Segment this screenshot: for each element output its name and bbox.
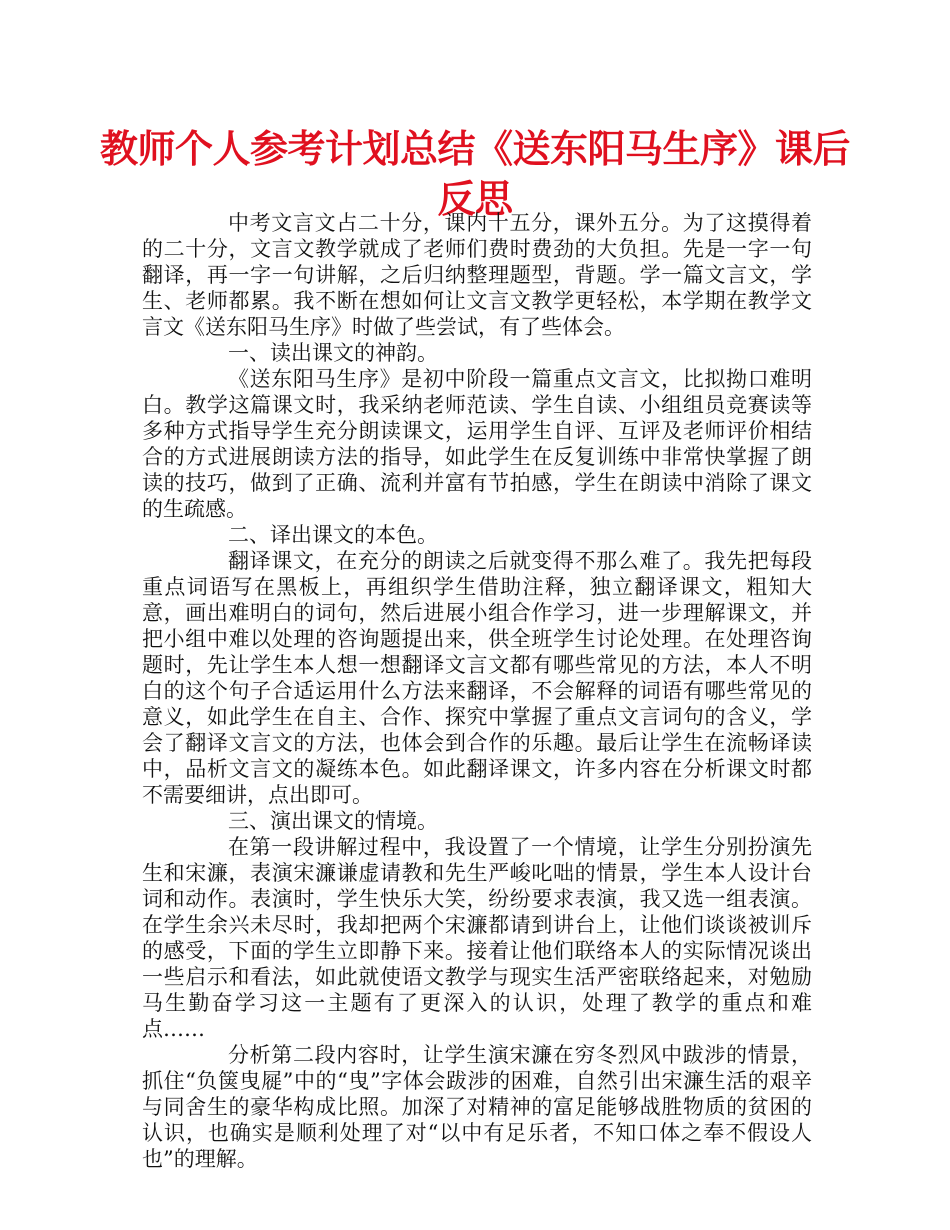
section-heading-1: 一、读出课文的神韵。 xyxy=(228,341,438,365)
document-title: 教师个人参考计划总结《送东阳马生序》课后反思 xyxy=(100,127,851,221)
section-heading-3: 三、演出课文的情境。 xyxy=(228,809,438,833)
paragraph-intro: 中考文言文占二十分，课内十五分，课外五分。为了这摸得着的二十分，文言文教学就成了老师们费时费劲的大负担。先是一字一句翻译，再一字一句讲解，之后归纳整理题型，背题。学一篇文言文，学生、老师都累。我不断在想如何让文言文教学更轻松，本学期在教学文言文《送东阳马生序》时做了些尝试，有了些体会。 xyxy=(142,211,812,339)
paragraph-section-2: 翻译课文，在充分的朗读之后就变得不那么难了。我先把每段重点词语写在黑板上，再组织学生借助注释，独立翻译课文，粗知大意，画出难明白的词句，然后进展小组合作学习，进一步理解课文，并把小组中难以处理的咨询题提出来，供全班学生讨论处理。在处理咨询题时，先让学生本人想一想翻译文言文都有哪些常见的方法，本人不明白的这个句子合适运用什么方法来翻译，不会解释的词语有哪些常见的意义，如此学生在自主、合作、探究中掌握了重点文言词句的含义，学会了翻译文言文的方法，也体会到合作的乐趣。最后让学生在流畅译读中，品析文言文的凝练本色。如此翻译课文，许多内容在分析课文时都不需要细讲，点出即可。 xyxy=(142,549,812,807)
document-body xyxy=(142,210,812,1172)
paragraph-section-3b: 分析第二段内容时，让学生演宋濂在穷冬烈风中跋涉的情景，抓住“负箧曳屣”中的“曳”字体会跋涉的困难，自然引出宋濂生活的艰辛与同舍生的豪华构成比照。加深了对精神的富足能够战胜物质的贫困的认识，也确实是顺利处理了对“以中有足乐者，不知口体之奉不假设人也”的理解。 xyxy=(142,1043,812,1171)
paragraph-section-1: 《送东阳马生序》是初中阶段一篇重点文言文，比拟拗口难明白。教学这篇课文时，我采纳老师范读、学生自读、小组组员竞赛读等多种方式指导学生充分朗读课文，运用学生自评、互评及老师评价相结合的方式进展朗读方法的指导，如此学生在反复训练中非常快掌握了朗读的技巧，做到了正确、流利并富有节拍感，学生在朗读中消除了课文的生疏感。 xyxy=(142,367,812,521)
section-heading-2: 二、译出课文的本色。 xyxy=(228,523,438,547)
paragraph-section-3a: 在第一段讲解过程中，我设置了一个情境，让学生分别扮演先生和宋濂，表演宋濂谦虚请教和先生严峻叱咄的情景，学生本人设计台词和动作。表演时，学生快乐大笑，纷纷要求表演，我又选一组表演。在学生余兴未尽时，我却把两个宋濂都请到讲台上，让他们谈谈被训斥的感受，下面的学生立即静下来。接着让他们联络本人的实际情况谈出一些启示和看法，如此就使语文教学与现实生活严密联络起来，对勉励马生勤奋学习这一主题有了更深入的认识，处理了教学的重点和难点…… xyxy=(142,835,812,1041)
